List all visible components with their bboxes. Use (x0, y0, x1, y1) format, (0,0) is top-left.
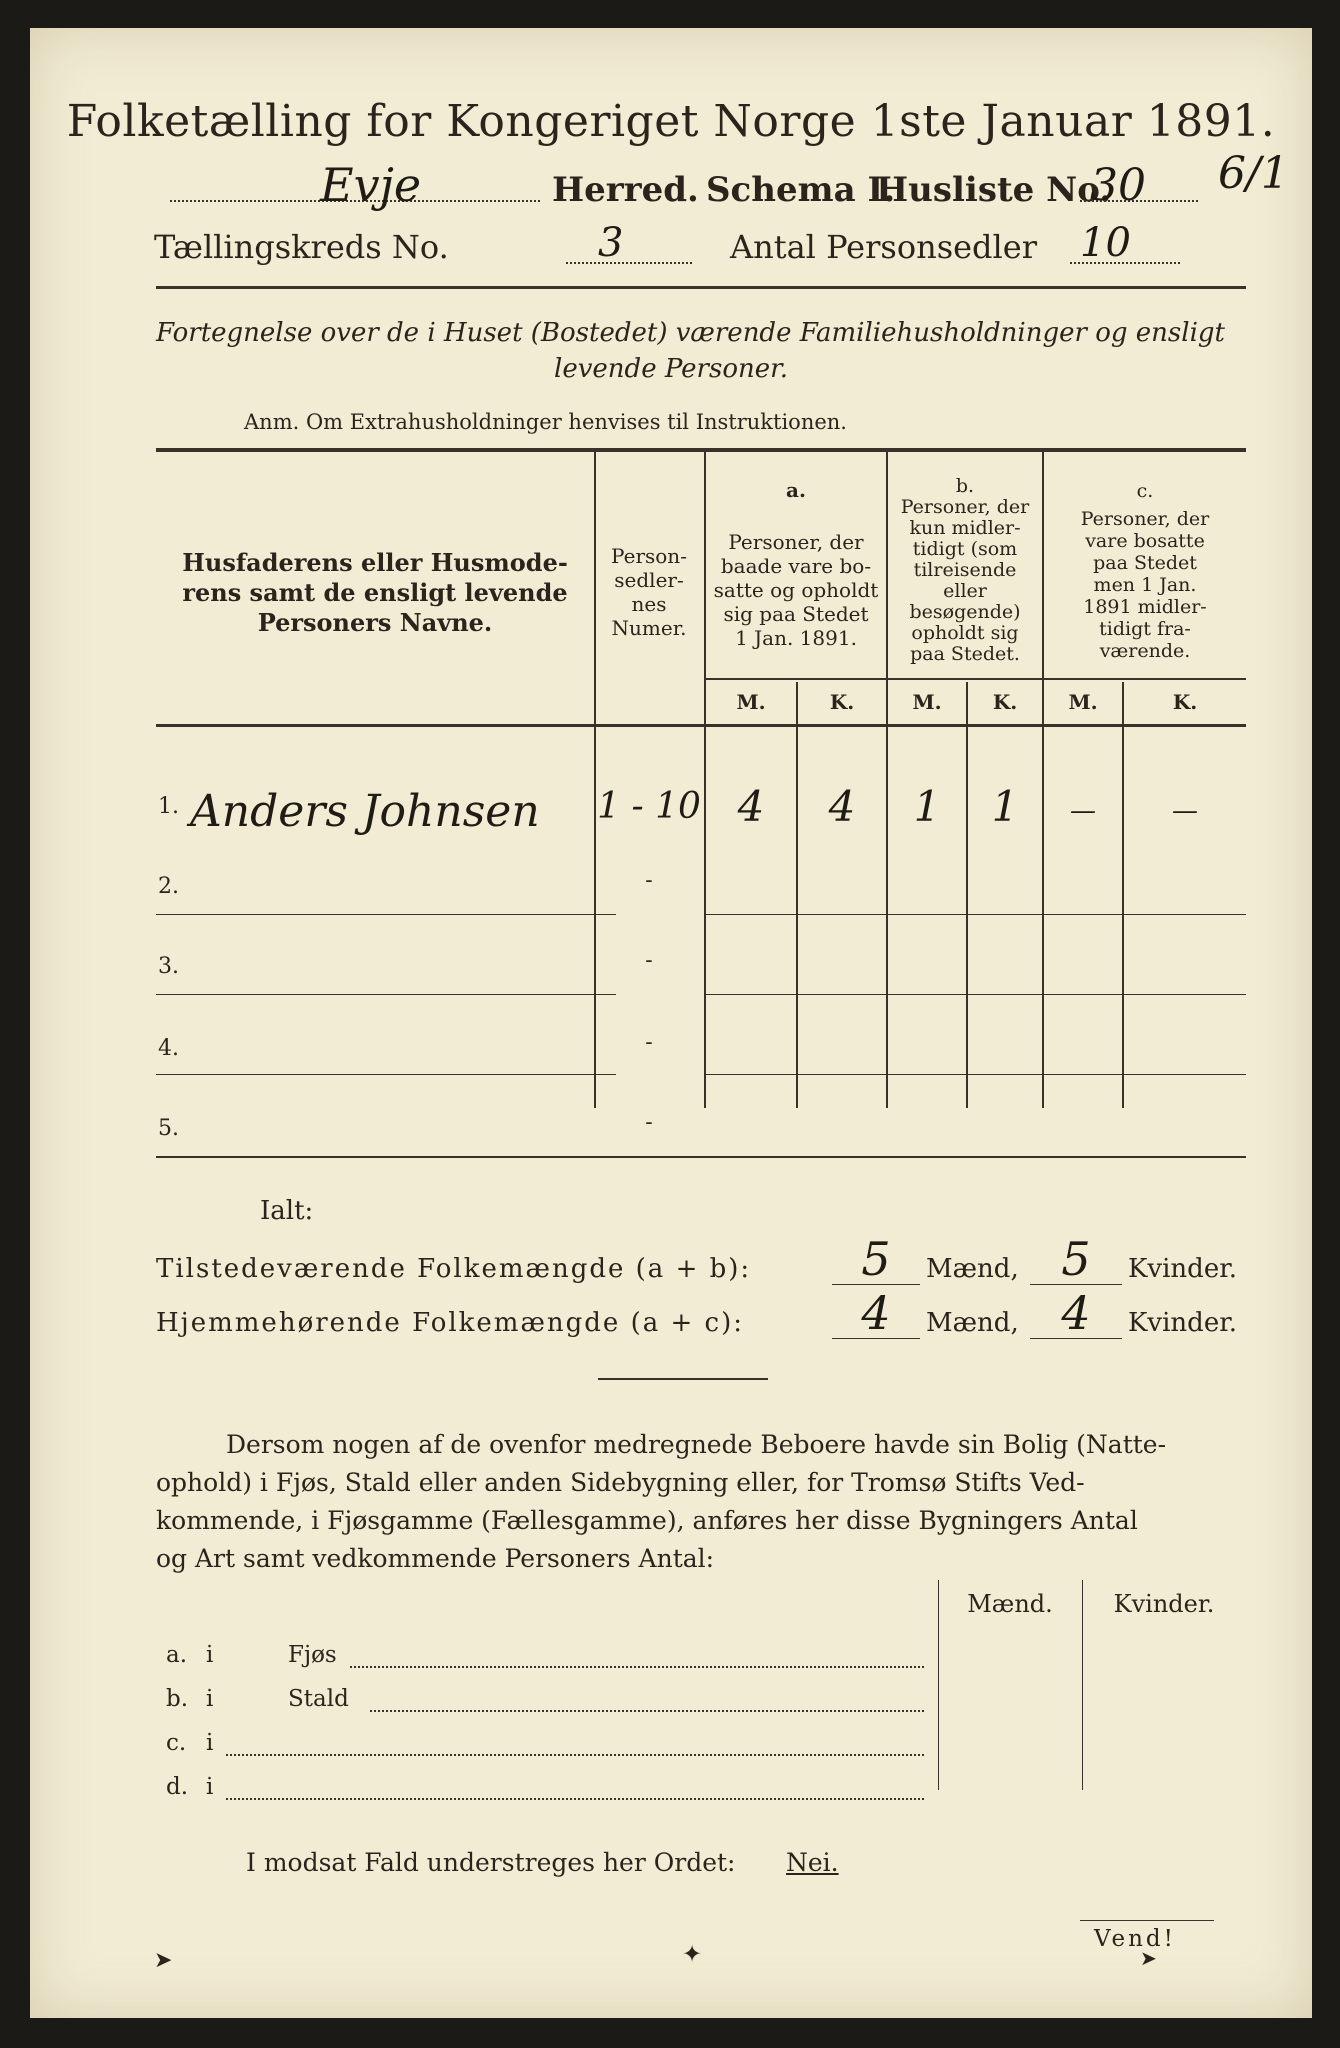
item-dots (226, 1798, 924, 1800)
husliste-value: 30 (1090, 160, 1146, 211)
item-dots (350, 1666, 924, 1668)
herred-value: Evje (320, 158, 422, 212)
item-i: i (206, 1730, 214, 1756)
header-rule (156, 286, 1246, 289)
table-top-rule (156, 448, 1246, 452)
row-numer: - (645, 948, 653, 973)
col-c-header: c. Personer, der vare bosatte paa Stedet men 1 Jan. 1891 midler- tidigt fra- værende. (1080, 480, 1210, 662)
table-head-rule (156, 724, 1246, 727)
hjem-m-value: 4 (861, 1286, 891, 1340)
row-number: 1. (158, 794, 179, 819)
row-number: 5. (158, 1116, 179, 1141)
hjem-maend-label: Mænd, (926, 1308, 1019, 1338)
para-line2: ophold) i Fjøs, Stald eller anden Sidebygning eller, for Tromsø Stifts Ved- (156, 1468, 1085, 1497)
row-rule (704, 914, 1246, 915)
vend-text: Vend! (1094, 1926, 1176, 1952)
bottom-col-maend: Mænd. (967, 1590, 1053, 1618)
item-dots (226, 1754, 924, 1756)
mk-label-cK: K. (1172, 690, 1198, 714)
row-rule (704, 994, 1246, 995)
item-letter: b. (166, 1686, 189, 1712)
tilst-label: Tilstedeværende Folkemængde (a + b): (156, 1254, 752, 1284)
row-rule (704, 1074, 1246, 1075)
row-cM: — (1070, 796, 1096, 826)
item-dots (370, 1710, 924, 1712)
item-letter: d. (166, 1774, 189, 1800)
item-letter: c. (166, 1730, 187, 1756)
husliste-line (1080, 200, 1198, 202)
table-bottom-rule (156, 1156, 1246, 1158)
col-names-header: Husfaderens eller Husmode- rens samt de ensligt levende Personers Navne. (182, 548, 568, 637)
antal-value: 10 (1080, 220, 1131, 266)
col-sep-c-mk (1122, 682, 1124, 1108)
mk-label-aK: K. (829, 690, 855, 714)
item-i: i (206, 1642, 214, 1668)
col-a-header: a. Personer, der baade vare bo- satte og opholdt sig paa Stedet 1 Jan. 1891. (713, 478, 879, 650)
para-line4: og Art samt vedkommende Personers Antal: (156, 1544, 715, 1573)
row-numer: 1 - 10 (597, 786, 701, 827)
hjem-k-value: 4 (1061, 1286, 1091, 1340)
vend-rule (1080, 1920, 1214, 1921)
kreds-label: Tællingskreds No. (154, 228, 449, 266)
para-line1: Dersom nogen af de ovenfor medregnede Beboere havde sin Bolig (Natte- (226, 1430, 1167, 1459)
mk-rule (704, 678, 1246, 680)
item-i: i (206, 1686, 214, 1712)
row-rule (156, 1074, 616, 1075)
mk-label-bM: M. (912, 690, 942, 714)
husliste-label: Husliste No. (876, 170, 1112, 210)
nei-word: Nei. (786, 1848, 839, 1877)
margin-note: 6/1 (1218, 148, 1289, 199)
intro-line1: Fortegnelse over de i Huset (Bostedet) værende Familiehusholdninger og ensligt (156, 318, 1225, 348)
registration-mark-icon: ➤ (154, 1948, 173, 1973)
item-label: Stald (288, 1686, 349, 1712)
registration-mark-icon: ✦ (682, 1940, 703, 1968)
row-cK: — (1172, 796, 1198, 826)
mk-label-aM: M. (736, 690, 766, 714)
antal-line (1070, 262, 1180, 264)
row-number: 4. (158, 1036, 179, 1061)
registration-mark-icon: ➤ (1140, 1946, 1157, 1970)
row-numer: - (645, 1110, 653, 1135)
bottom-col-sep-1 (938, 1580, 939, 1790)
row-name: Anders Johnsen (190, 786, 540, 837)
col-sep-a-mk (796, 682, 798, 1108)
tilst-kvinder-label: Kvinder. (1128, 1254, 1238, 1284)
para-line3: kommende, i Fjøsgamme (Fællesgamme), anføres her disse Bygningers Antal (156, 1506, 1138, 1535)
col-numer-header: Person- sedler- nes Numer. (611, 544, 687, 640)
item-i: i (206, 1774, 214, 1800)
col-b-header: b. Personer, der kun midler- tidigt (som tilreisende eller besøgende) opholdt sig paa Stedet. (900, 475, 1030, 665)
row-bM: 1 (913, 782, 941, 831)
bottom-col-kvinder: Kvinder. (1113, 1590, 1215, 1618)
row-number: 3. (158, 954, 179, 979)
kreds-value: 3 (598, 220, 624, 266)
anm-note: Anm. Om Extrahusholdninger henvises til Instruktionen. (244, 410, 847, 434)
hjem-label: Hjemmehørende Folkemængde (a + c): (156, 1308, 744, 1338)
row-aM: 4 (737, 782, 765, 831)
divider (598, 1378, 768, 1380)
row-number: 2. (158, 874, 179, 899)
tilst-maend-label: Mænd, (926, 1254, 1019, 1284)
census-form (30, 28, 1312, 2018)
tilst-m-value: 5 (861, 1232, 891, 1286)
row-numer: - (645, 1030, 653, 1055)
bottom-col-sep-2 (1082, 1580, 1083, 1790)
ialt-label: Ialt: (260, 1196, 314, 1226)
item-label: Fjøs (288, 1642, 337, 1668)
kreds-line (566, 262, 692, 264)
mk-label-cM: M. (1068, 690, 1098, 714)
hjem-kvinder-label: Kvinder. (1128, 1308, 1238, 1338)
mk-label-bK: K. (992, 690, 1018, 714)
item-letter: a. (166, 1642, 188, 1668)
intro-line2: levende Personer. (554, 354, 788, 384)
form-title: Folketælling for Kongeriget Norge 1ste Januar 1891. (66, 96, 1276, 147)
row-numer: - (645, 868, 653, 893)
row-rule (156, 914, 616, 915)
antal-label: Antal Personsedler (730, 228, 1037, 266)
row-aK: 4 (828, 782, 856, 831)
modsat-text: I modsat Fald understreges her Ordet: (246, 1848, 736, 1877)
tilst-k-value: 5 (1061, 1232, 1091, 1286)
row-bK: 1 (991, 782, 1019, 831)
col-sep-b-mk (966, 682, 968, 1108)
schema-label: Schema I. (706, 170, 896, 210)
herred-label: Herred. (552, 170, 699, 210)
row-rule (156, 994, 616, 995)
